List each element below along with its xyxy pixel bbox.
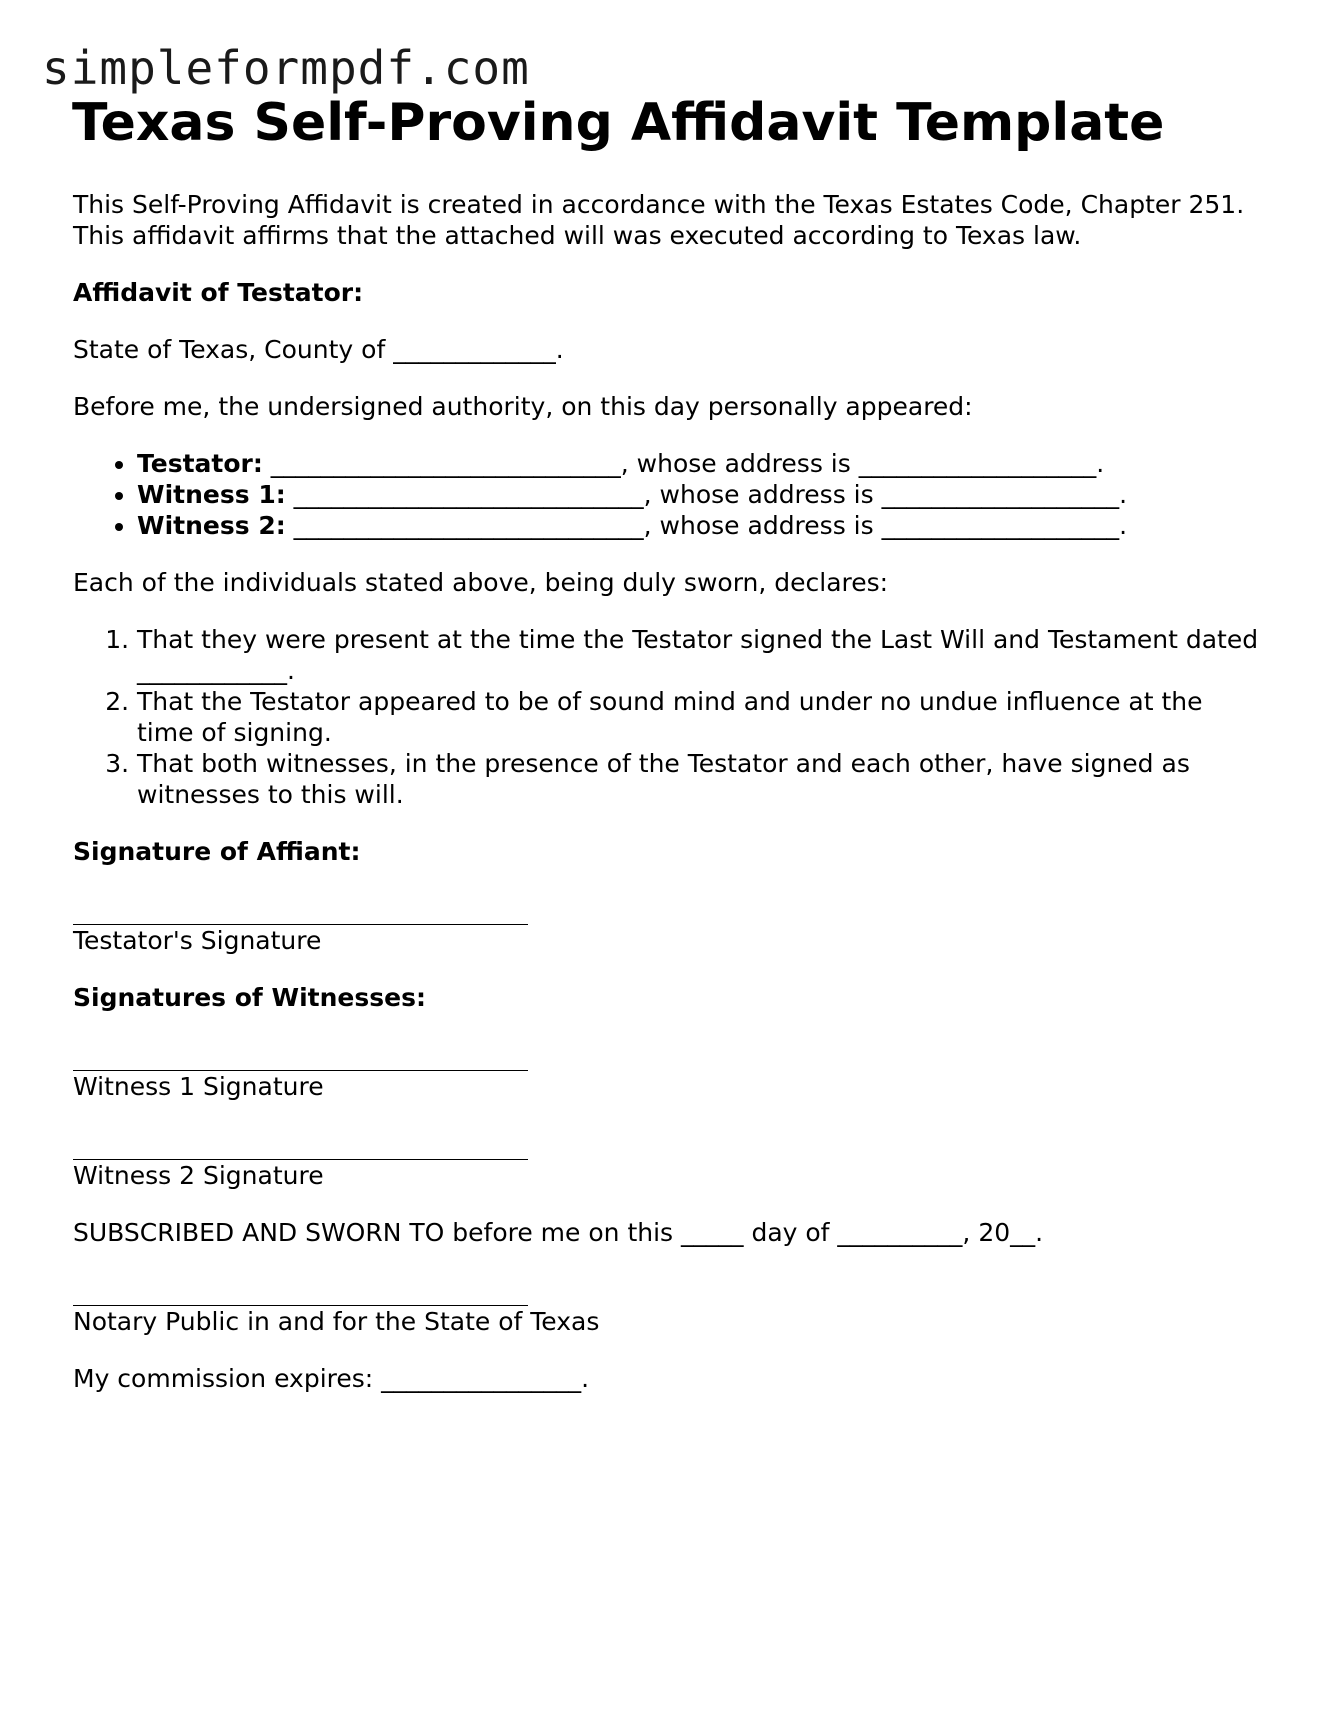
witness2-signature-label: Witness 2 Signature [73, 1161, 324, 1190]
notary-label: Notary Public in and for the State of Texas [73, 1307, 600, 1336]
party-label: Witness 2: [137, 511, 286, 540]
party-label: Witness 1: [137, 480, 286, 509]
page-title: Texas Self-Proving Affidavit Template [72, 93, 1165, 153]
affidavit-body [73, 189, 1263, 1420]
list-item [137, 479, 1263, 510]
subscribed-line: SUBSCRIBED AND SWORN TO before me on this _____ day of __________, 20__. [73, 1218, 1044, 1247]
list-item [137, 448, 1263, 479]
testator-signature-label: Testator's Signature [73, 926, 322, 955]
witnesses-heading: Signatures of Witnesses: [73, 983, 426, 1012]
affiant-heading: Signature of Affiant: [73, 837, 361, 866]
affidavit-heading: Affidavit of Testator: [73, 278, 364, 307]
parties-list [73, 448, 1263, 541]
signature-line [73, 1274, 528, 1306]
signature-line [73, 1128, 528, 1160]
list-item: 1. That they were present at the time the Testator signed the Last Will and Testament dated ____________. [137, 624, 1263, 686]
watermark: simpleformpdf.com [42, 41, 530, 95]
witness2-signature-block [73, 1128, 1263, 1191]
signature-line [73, 893, 528, 925]
party-text: ____________________________, whose address is ___________________. [262, 449, 1105, 478]
declarations-list [73, 624, 1263, 810]
list-item: 3. That both witnesses, in the presence of the Testator and each other, have signed as witnesses to this will. [137, 748, 1263, 810]
party-label: Testator: [137, 449, 263, 478]
list-item [137, 510, 1263, 541]
signature-line [73, 1039, 528, 1071]
witness1-signature-block [73, 1039, 1263, 1102]
notary-signature-block [73, 1274, 1263, 1337]
witness1-signature-label: Witness 1 Signature [73, 1072, 324, 1101]
sworn-intro: Each of the individuals stated above, being duly sworn, declares: [73, 568, 889, 597]
party-text: ____________________________, whose address is ___________________. [285, 480, 1128, 509]
list-item: 2. That the Testator appeared to be of sound mind and under no undue influence at the time of signing. [137, 686, 1263, 748]
before-me-line: Before me, the undersigned authority, on this day personally appeared: [73, 392, 973, 421]
commission-line: My commission expires: ________________. [73, 1364, 590, 1393]
state-county-line: State of Texas, County of _____________. [73, 335, 564, 364]
party-text: ____________________________, whose address is ___________________. [285, 511, 1128, 540]
intro-paragraph: This Self-Proving Affidavit is created in accordance with the Texas Estates Code, Chapter 251. This affidavit affirms that the attached will was executed according to Texas law. [73, 190, 1245, 250]
testator-signature-block [73, 893, 1263, 956]
